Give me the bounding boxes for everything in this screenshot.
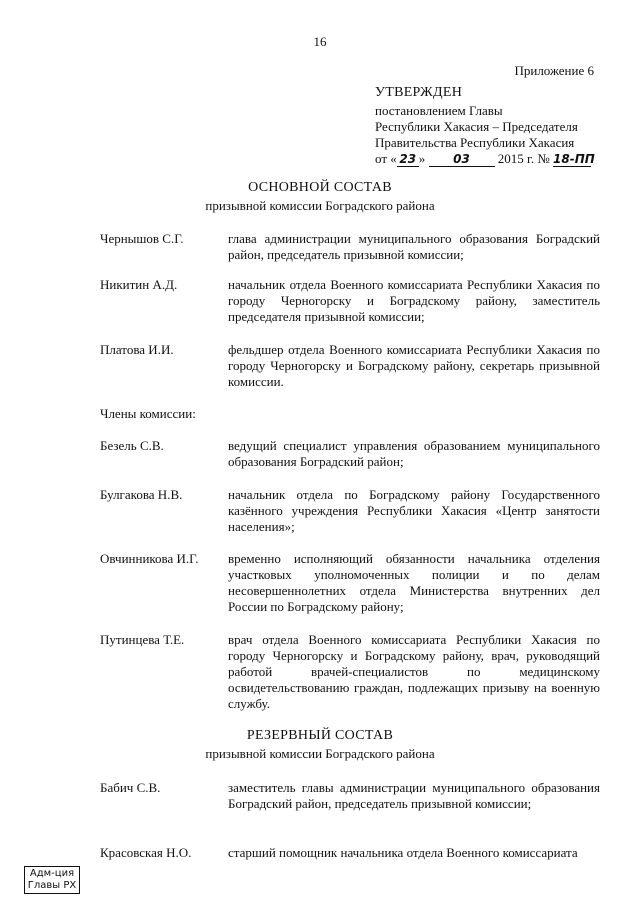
- main-subtitle: призывной комиссии Боградского района: [205, 198, 435, 213]
- approval-title: УТВЕРЖДЕН: [375, 85, 463, 100]
- date-day: 23: [397, 153, 419, 167]
- stamp-line: Главы РХ: [27, 880, 77, 891]
- member-name: Овчинникова И.Г.: [100, 551, 199, 566]
- member-name: Никитин А.Д.: [100, 277, 178, 292]
- member-name: Булгакова Н.В.: [100, 487, 183, 502]
- archive-stamp: [24, 866, 80, 894]
- date-month: 03: [429, 153, 495, 167]
- date-year: 2015 г. №: [497, 151, 550, 166]
- member-role: старший помощник начальника отдела Военного комиссариата: [228, 845, 578, 860]
- reserve-heading: [0, 728, 640, 762]
- member-role: начальник отдела Военного комиссариата Республики Хакасия по городу Черногорску и Боградскому району, заместитель председателя призывной комиссии;: [228, 277, 600, 324]
- member-name: Платова И.И.: [100, 342, 174, 357]
- member-role: заместитель главы администрации муниципального образования Боградский район, председатель призывной комиссии;: [228, 780, 600, 811]
- member-name: Безель С.В.: [100, 438, 164, 453]
- date-day-suffix: »: [418, 151, 426, 166]
- member-role: врач отдела Военного комиссариата Республики Хакасия по городу Черногорску и Боградскому району, врач, руководящий работой врачей-специалистов по медицинскому освидетельствованию граждан, подлежащих призыву на военную службу.: [228, 632, 600, 711]
- commission-label: Члены комиссии:: [100, 406, 196, 421]
- main-heading: [0, 180, 640, 214]
- approval-date-line: [375, 151, 615, 167]
- stamp-line: Адм-ция: [29, 868, 75, 879]
- approval-line: Республики Хакасия – Председателя: [375, 119, 578, 134]
- member-name: Бабич С.В.: [100, 780, 161, 795]
- member-name: Красовская Н.О.: [100, 845, 192, 860]
- page-number: 16: [313, 34, 327, 49]
- date-prefix: от «: [375, 151, 397, 166]
- member-role: фельдшер отдела Военного комиссариата Республики Хакасия по городу Черногорску и Боградскому району, секретарь призывной комиссии.: [228, 342, 600, 389]
- approval-line: Правительства Республики Хакасия: [375, 135, 575, 150]
- main-title: ОСНОВНОЙ СОСТАВ: [248, 180, 392, 195]
- member-name: Чернышов С.Г.: [100, 231, 184, 246]
- member-role: ведущий специалист управления образованием муниципального образования Боградский район;: [228, 438, 600, 469]
- resolution-number: 18-ПП: [553, 152, 595, 166]
- appendix-label: Приложение 6: [514, 63, 594, 78]
- member-role: начальник отдела по Боградскому району Государственного казённого учреждения Республики Хакасия «Центр занятости населения»;: [228, 487, 600, 534]
- approval-line: постановлением Главы: [375, 103, 503, 118]
- member-role: глава администрации муниципального образования Боградский район, председатель призывной комиссии;: [228, 231, 600, 262]
- approval-block: [375, 85, 615, 167]
- member-name: Путинцева Т.Е.: [100, 632, 185, 647]
- reserve-subtitle: призывной комиссии Боградского района: [205, 746, 435, 761]
- member-role: временно исполняющий обязанности начальника отделения участковых уполномоченных полиции и по делам несовершеннолетних отдела Министерства внутренних дел России по Боградскому району;: [228, 551, 600, 614]
- reserve-title: РЕЗЕРВНЫЙ СОСТАВ: [246, 728, 394, 743]
